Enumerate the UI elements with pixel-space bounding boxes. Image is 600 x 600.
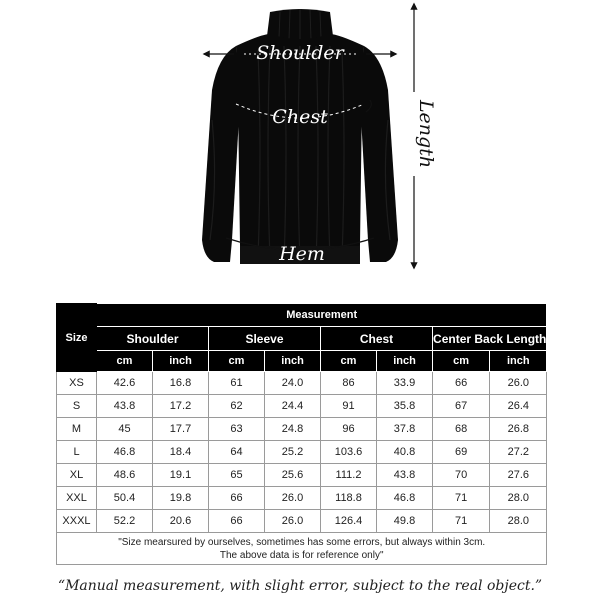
sweater-right-sleeve (360, 46, 398, 262)
measurement-header: Measurement (97, 304, 547, 327)
value-cell: 50.4 (97, 487, 153, 510)
group-header-sleeve: Sleeve (209, 327, 321, 351)
value-cell: 37.8 (377, 418, 433, 441)
value-cell: 19.1 (153, 464, 209, 487)
value-cell: 64 (209, 441, 265, 464)
value-cell: 42.6 (97, 372, 153, 395)
value-cell: 103.6 (321, 441, 377, 464)
measurement-caption: “Manual measurement, with slight error, subject to the real object.” (57, 578, 543, 594)
size-cell: XXXL (57, 510, 97, 533)
group-header-center-back-length: Center Back Length (433, 327, 547, 351)
value-cell: 35.8 (377, 395, 433, 418)
value-cell: 69 (433, 441, 490, 464)
value-cell: 43.8 (377, 464, 433, 487)
unit-header: cm (97, 351, 153, 372)
unit-header: cm (209, 351, 265, 372)
unit-header: cm (321, 351, 377, 372)
size-cell: XL (57, 464, 97, 487)
value-cell: 45 (97, 418, 153, 441)
value-cell: 16.8 (153, 372, 209, 395)
table-row (57, 510, 547, 533)
size-note-line2: The above data is for reference only" (219, 549, 384, 561)
value-cell: 43.8 (97, 395, 153, 418)
size-cell: L (57, 441, 97, 464)
label-length: Length (415, 99, 437, 169)
value-cell: 26.0 (265, 487, 321, 510)
value-cell: 63 (209, 418, 265, 441)
value-cell: 18.4 (153, 441, 209, 464)
value-cell: 24.8 (265, 418, 321, 441)
value-cell: 27.2 (490, 441, 547, 464)
size-cell: M (57, 418, 97, 441)
value-cell: 46.8 (377, 487, 433, 510)
value-cell: 25.6 (265, 464, 321, 487)
value-cell: 25.2 (265, 441, 321, 464)
value-cell: 28.0 (490, 487, 547, 510)
value-cell: 46.8 (97, 441, 153, 464)
value-cell: 65 (209, 464, 265, 487)
value-cell: 66 (209, 510, 265, 533)
value-cell: 70 (433, 464, 490, 487)
value-cell: 86 (321, 372, 377, 395)
size-note-line1: "Size mearsured by ourselves, sometimes has some errors, but always within 3cm. (118, 536, 486, 548)
unit-header: inch (265, 351, 321, 372)
unit-header: cm (433, 351, 490, 372)
value-cell: 24.4 (265, 395, 321, 418)
value-cell: 17.7 (153, 418, 209, 441)
value-cell: 28.0 (490, 510, 547, 533)
value-cell: 71 (433, 487, 490, 510)
value-cell: 19.8 (153, 487, 209, 510)
sweater-illustration (0, 0, 600, 290)
size-note (57, 533, 547, 565)
value-cell: 91 (321, 395, 377, 418)
value-cell: 96 (321, 418, 377, 441)
value-cell: 24.0 (265, 372, 321, 395)
value-cell: 26.4 (490, 395, 547, 418)
value-cell: 17.2 (153, 395, 209, 418)
value-cell: 49.8 (377, 510, 433, 533)
unit-header: inch (153, 351, 209, 372)
value-cell: 27.6 (490, 464, 547, 487)
size-rows (57, 372, 547, 533)
table-row (57, 487, 547, 510)
table-row (57, 395, 547, 418)
size-header: Size (57, 304, 97, 372)
value-cell: 20.6 (153, 510, 209, 533)
value-cell: 66 (433, 372, 490, 395)
value-cell: 48.6 (97, 464, 153, 487)
table-row (57, 418, 547, 441)
size-chart-table (56, 303, 547, 565)
value-cell: 62 (209, 395, 265, 418)
group-header-shoulder: Shoulder (97, 327, 209, 351)
value-cell: 68 (433, 418, 490, 441)
value-cell: 71 (433, 510, 490, 533)
unit-header: inch (377, 351, 433, 372)
value-cell: 26.0 (265, 510, 321, 533)
label-chest: Chest (272, 106, 328, 128)
sweater-left-sleeve (202, 46, 240, 262)
table-row (57, 464, 547, 487)
label-hem: Hem (279, 243, 325, 265)
size-cell: XS (57, 372, 97, 395)
value-cell: 33.9 (377, 372, 433, 395)
group-header-chest: Chest (321, 327, 433, 351)
sweater-drawing (0, 0, 600, 290)
sweater-body (236, 34, 364, 264)
value-cell: 111.2 (321, 464, 377, 487)
size-cell: S (57, 395, 97, 418)
value-cell: 26.8 (490, 418, 547, 441)
size-cell: XXL (57, 487, 97, 510)
table-row (57, 441, 547, 464)
value-cell: 40.8 (377, 441, 433, 464)
value-cell: 61 (209, 372, 265, 395)
value-cell: 26.0 (490, 372, 547, 395)
value-cell: 126.4 (321, 510, 377, 533)
value-cell: 66 (209, 487, 265, 510)
unit-header: inch (490, 351, 547, 372)
value-cell: 52.2 (97, 510, 153, 533)
value-cell: 118.8 (321, 487, 377, 510)
value-cell: 67 (433, 395, 490, 418)
table-row (57, 372, 547, 395)
label-shoulder: Shoulder (256, 42, 344, 64)
